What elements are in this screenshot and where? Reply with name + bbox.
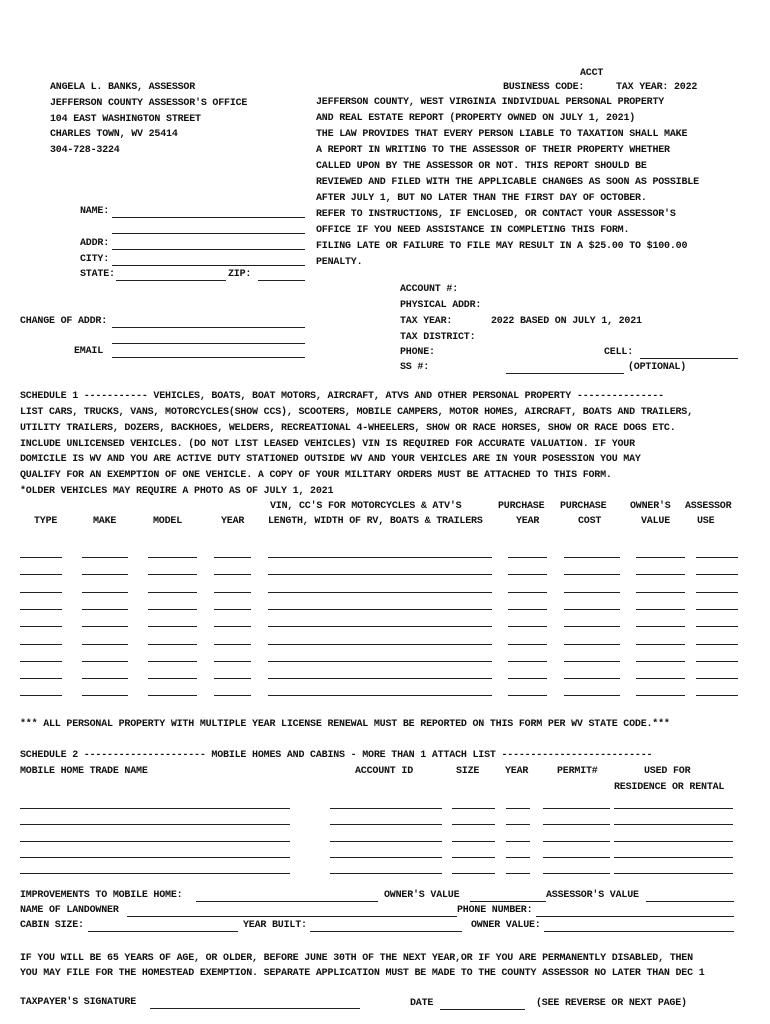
phone-number-label: PHONE NUMBER: [457, 905, 533, 916]
schedule1-cell-row1-col1[interactable] [20, 557, 62, 558]
tax-year-label: TAX YEAR: 2022 [616, 82, 698, 93]
ss-label: SS #: [400, 362, 430, 373]
schedule1-cell-row9-col5[interactable] [268, 695, 492, 696]
schedule1-cell-row8-col9[interactable] [696, 678, 738, 679]
schedule1-cell-row9-col3[interactable] [148, 695, 197, 696]
notice-line-3: THE LAW PROVIDES THAT EVERY PERSON LIABLE TO TAXATION SHALL MAKE [316, 129, 688, 140]
schedule1-cell-row4-col6[interactable] [508, 609, 547, 610]
schedule2-cell-row1-col5[interactable] [543, 808, 610, 809]
col-pyear-top: PURCHASE [498, 501, 545, 512]
schedule1-cell-row4-col7[interactable] [564, 609, 620, 610]
schedule1-cell-row3-col5[interactable] [268, 592, 492, 593]
schedule1-cell-row2-col2[interactable] [82, 574, 128, 575]
schedule1-text-line-2: UTILITY TRAILERS, DOZERS, BACKHOES, WELDERS, RECREATIONAL 4-WHEELERS, SHOW OR RACE HORSES, SHOW OR RACE DOGS ETC. [20, 422, 676, 434]
schedule1-cell-row1-col9[interactable] [696, 557, 738, 558]
schedule1-cell-row1-col5[interactable] [268, 557, 492, 558]
schedule1-cell-row5-col8[interactable] [636, 626, 685, 627]
schedule2-cell-row5-col3[interactable] [452, 873, 495, 874]
signature-label: TAXPAYER'S SIGNATURE [20, 997, 137, 1008]
city-label: CITY: [80, 254, 110, 265]
year-built-label: YEAR BUILT: [243, 920, 307, 931]
schedule1-cell-row8-col6[interactable] [508, 678, 547, 679]
assessor-line-5: 304-728-3224 [50, 145, 120, 157]
schedule1-cell-row2-col8[interactable] [636, 574, 685, 575]
schedule1-text-line-1: LIST CARS, TRUCKS, VANS, MOTORCYCLES(SHOW CCS), SCOOTERS, MOBILE CAMPERS, MOTOR HOMES, AIRCRAFT, BOATS AND TRAILERS, [20, 407, 693, 418]
schedule2-cell-row3-col3[interactable] [452, 841, 495, 842]
notice-line-1: JEFFERSON COUNTY, WEST VIRGINIA INDIVIDUAL PERSONAL PROPERTY [316, 97, 665, 108]
schedule1-cell-row6-col1[interactable] [20, 644, 62, 645]
physical-addr-label: PHYSICAL ADDR: [400, 300, 482, 311]
schedule1-cell-row3-col1[interactable] [20, 592, 62, 593]
schedule2-cell-row1-col2[interactable] [330, 808, 442, 809]
improvements-field[interactable] [196, 890, 378, 902]
schedule1-cell-row4-col8[interactable] [636, 609, 685, 610]
schedule1-cell-row1-col7[interactable] [564, 557, 620, 558]
col-vin: LENGTH, WIDTH OF RV, BOATS & TRAILERS [268, 516, 483, 527]
assessor-line-1: ANGELA L. BANKS, ASSESSOR [50, 82, 196, 93]
col-account-id: ACCOUNT ID [355, 766, 414, 777]
col-type: TYPE [34, 516, 58, 527]
schedule2-cell-row5-col6[interactable] [614, 873, 733, 874]
acct-label: ACCT [580, 68, 604, 79]
schedule1-cell-row2-col6[interactable] [508, 574, 547, 575]
schedule1-note: *** ALL PERSONAL PROPERTY WITH MULTIPLE YEAR LICENSE RENEWAL MUST BE REPORTED ON THIS FORM PER WV STATE CODE.*** [20, 719, 670, 730]
notice-line-6: REVIEWED AND FILED WITH THE APPLICABLE CHANGES AS SOON AS POSSIBLE [316, 177, 699, 188]
schedule1-cell-row6-col3[interactable] [148, 644, 197, 645]
phone-number-field[interactable] [536, 905, 734, 917]
schedule2-cell-row3-col1[interactable] [20, 841, 290, 842]
schedule2-cell-row5-col5[interactable] [543, 873, 610, 874]
cell-label: CELL: [604, 347, 634, 358]
schedule1-cell-row1-col4[interactable] [214, 557, 251, 558]
name-field[interactable] [112, 206, 305, 218]
city-field[interactable] [112, 254, 305, 266]
schedule2-cell-row2-col2[interactable] [330, 824, 442, 825]
schedule1-cell-row2-col9[interactable] [696, 574, 738, 575]
schedule1-cell-row1-col2[interactable] [82, 557, 128, 558]
assessor-line-4: CHARLES TOWN, WV 25414 [50, 129, 178, 141]
schedule1-cell-row6-col7[interactable] [564, 644, 620, 645]
assessor-line-2: JEFFERSON COUNTY ASSESSOR'S OFFICE [50, 97, 248, 109]
schedule1-cell-row4-col3[interactable] [148, 609, 197, 610]
schedule1-cell-row9-col4[interactable] [214, 695, 251, 696]
schedule2-cell-row4-col1[interactable] [20, 857, 290, 858]
schedule2-cell-row5-col2[interactable] [330, 873, 442, 874]
schedule1-cell-row6-col5[interactable] [268, 644, 492, 645]
schedule2-cell-row2-col6[interactable] [614, 824, 733, 825]
tax-year-value: 2022 BASED ON JULY 1, 2021 [491, 316, 642, 327]
schedule1-cell-row8-col7[interactable] [564, 678, 620, 679]
schedule1-cell-row1-col8[interactable] [636, 557, 685, 558]
schedule1-text-line-6: *OLDER VEHICLES MAY REQUIRE A PHOTO AS OF JULY 1, 2021 [20, 486, 334, 497]
schedule2-cell-row1-col1[interactable] [20, 808, 290, 809]
signature-field[interactable] [150, 997, 360, 1009]
schedule1-cell-row3-col4[interactable] [214, 592, 251, 593]
schedule1-cell-row4-col4[interactable] [214, 609, 251, 610]
schedule1-cell-row1-col3[interactable] [148, 557, 197, 558]
schedule1-cell-row6-col8[interactable] [636, 644, 685, 645]
state-label: STATE: [80, 269, 115, 280]
tax-year-label-2: TAX YEAR: [400, 316, 453, 327]
col-model: MODEL [153, 516, 183, 527]
zip-field[interactable] [258, 269, 305, 281]
col-used-for-2: RESIDENCE OR RENTAL [614, 782, 725, 793]
schedule2-cell-row3-col2[interactable] [330, 841, 442, 842]
account-label: ACCOUNT #: [400, 284, 459, 295]
schedule1-cell-row5-col9[interactable] [696, 626, 738, 627]
schedule2-cell-row1-col6[interactable] [614, 808, 733, 809]
schedule1-cell-row5-col4[interactable] [214, 626, 251, 627]
schedule1-cell-row2-col3[interactable] [148, 574, 197, 575]
year-built-field[interactable] [310, 920, 462, 932]
notice-line-9: OFFICE IF YOU NEED ASSISTANCE IN COMPLETING THIS FORM. [316, 225, 630, 236]
schedule1-cell-row3-col6[interactable] [508, 592, 547, 593]
schedule1-cell-row4-col2[interactable] [82, 609, 128, 610]
schedule1-cell-row7-col5[interactable] [268, 661, 492, 662]
schedule2-cell-row2-col1[interactable] [20, 824, 290, 825]
schedule1-cell-row6-col9[interactable] [696, 644, 738, 645]
col-vin-top: VIN, CC'S FOR MOTORCYCLES & ATV'S [270, 501, 462, 512]
schedule1-cell-row7-col2[interactable] [82, 661, 128, 662]
schedule1-cell-row4-col5[interactable] [268, 609, 492, 610]
schedule1-cell-row9-col8[interactable] [636, 695, 685, 696]
change-addr-field-2[interactable] [112, 332, 305, 344]
col-used-for: USED FOR [644, 766, 691, 777]
schedule1-cell-row5-col2[interactable] [82, 626, 128, 627]
schedule2-cell-row5-col4[interactable] [506, 873, 530, 874]
schedule2-cell-row4-col4[interactable] [506, 857, 530, 858]
schedule2-cell-row2-col5[interactable] [543, 824, 610, 825]
email-field[interactable] [112, 346, 305, 358]
schedule2-cell-row3-col4[interactable] [506, 841, 530, 842]
schedule1-cell-row7-col9[interactable] [696, 661, 738, 662]
schedule1-text-line-4: DOMICILE IS WV AND YOU ARE ACTIVE DUTY STATIONED OUTSIDE WV AND YOUR VEHICLES ARE IN YOUR POSESSION YOU MAY [20, 454, 641, 466]
schedule2-cell-row5-col1[interactable] [20, 873, 290, 874]
schedule1-cell-row8-col2[interactable] [82, 678, 128, 679]
cabin-size-label: CABIN SIZE: [20, 920, 84, 931]
optional-label: (OPTIONAL) [628, 362, 687, 373]
schedule1-cell-row5-col3[interactable] [148, 626, 197, 627]
schedule2-title: SCHEDULE 2 --------------------- MOBILE HOMES AND CABINS - MORE THAN 1 ATTACH LIST -------------------------- [20, 750, 653, 761]
business-code-label: BUSINESS CODE: [503, 82, 585, 93]
schedule2-cell-row4-col5[interactable] [543, 857, 610, 858]
schedule1-text-line-3: INCLUDE UNLICENSED VEHICLES. (DO NOT LIST LEASED VEHICLES) VIN IS REQUIRED FOR ACCURATE VALUATION. IF YOUR [20, 438, 635, 450]
owner-value-label: OWNER VALUE: [471, 920, 541, 931]
phone-label: PHONE: [400, 347, 435, 358]
schedule2-cell-row2-col4[interactable] [506, 824, 530, 825]
schedule1-cell-row1-col6[interactable] [508, 557, 547, 558]
schedule1-cell-row2-col4[interactable] [214, 574, 251, 575]
schedule1-cell-row7-col8[interactable] [636, 661, 685, 662]
notice-line-10: FILING LATE OR FAILURE TO FILE MAY RESULT IN A $25.00 TO $100.00 [316, 241, 688, 252]
tax-district-label: TAX DISTRICT: [400, 332, 476, 343]
schedule1-cell-row9-col9[interactable] [696, 695, 738, 696]
col-trade-name: MOBILE HOME TRADE NAME [20, 766, 148, 777]
col-year2: YEAR [505, 766, 529, 777]
schedule1-cell-row9-col1[interactable] [20, 695, 62, 696]
schedule2-cell-row1-col3[interactable] [452, 808, 495, 809]
notice-line-7: AFTER JULY 1, BUT NO LATER THAN THE FIRST DAY OF OCTOBER. [316, 193, 647, 204]
name-label: NAME: [80, 206, 110, 217]
schedule1-cell-row5-col1[interactable] [20, 626, 62, 627]
state-field[interactable] [116, 269, 226, 281]
schedule1-cell-row8-col1[interactable] [20, 678, 62, 679]
col-year: YEAR [221, 516, 245, 527]
schedule1-cell-row4-col9[interactable] [696, 609, 738, 610]
schedule1-cell-row6-col6[interactable] [508, 644, 547, 645]
notice-line-11: PENALTY. [316, 257, 363, 268]
col-value: VALUE [641, 516, 671, 527]
col-pcost-top: PURCHASE [560, 501, 607, 512]
assessors-value-label: ASSESSOR'S VALUE [546, 890, 639, 901]
schedule1-cell-row7-col1[interactable] [20, 661, 62, 662]
assessors-value-field[interactable] [646, 890, 734, 902]
notice-line-2: AND REAL ESTATE REPORT (PROPERTY OWNED ON JULY 1, 2021) [316, 113, 636, 124]
addr-field[interactable] [112, 238, 305, 250]
homestead-line-1: IF YOU WILL BE 65 YEARS OF AGE, OR OLDER, BEFORE JUNE 30TH OF THE NEXT YEAR,OR IF YOU ARE PERMANENTLY DISABLED, THEN [20, 953, 693, 964]
assessor-line-3: 104 EAST WASHINGTON STREET [50, 113, 201, 125]
schedule2-cell-row4-col6[interactable] [614, 857, 733, 858]
schedule1-cell-row8-col5[interactable] [268, 678, 492, 679]
zip-label: ZIP: [228, 269, 252, 280]
schedule1-cell-row6-col4[interactable] [214, 644, 251, 645]
schedule2-cell-row3-col6[interactable] [614, 841, 733, 842]
change-addr-label: CHANGE OF ADDR: [20, 316, 108, 327]
name-field-2[interactable] [112, 222, 305, 234]
col-pcost: COST [578, 516, 602, 527]
schedule1-title: SCHEDULE 1 ----------- VEHICLES, BOATS, BOAT MOTORS, AIRCRAFT, ATVS AND OTHER PERSONAL PROPERTY --------------- [20, 391, 664, 402]
schedule1-cell-row5-col5[interactable] [268, 626, 492, 627]
col-pyear: YEAR [516, 516, 540, 527]
col-make: MAKE [93, 516, 117, 527]
schedule1-text-line-5: QUALIFY FOR AN EXEMPTION OF ONE VEHICLE. A COPY OF YOUR MILITARY ORDERS MUST BE ATTACHED TO THIS FORM. [20, 470, 612, 482]
notice-line-5: CALLED UPON BY THE ASSESSOR OR NOT. THIS REPORT SHOULD BE [316, 161, 647, 172]
see-reverse-note: (SEE REVERSE OR NEXT PAGE) [536, 998, 687, 1009]
schedule1-cell-row3-col9[interactable] [696, 592, 738, 593]
schedule1-cell-row3-col3[interactable] [148, 592, 197, 593]
schedule2-cell-row3-col5[interactable] [543, 841, 610, 842]
col-use-top: ASSESSOR [685, 501, 732, 512]
schedule1-cell-row3-col2[interactable] [82, 592, 128, 593]
schedule1-cell-row7-col4[interactable] [214, 661, 251, 662]
date-field[interactable] [440, 998, 525, 1010]
col-permit: PERMIT# [557, 766, 598, 777]
schedule1-cell-row4-col1[interactable] [20, 609, 62, 610]
ss-field[interactable] [506, 362, 624, 374]
improvements-label: IMPROVEMENTS TO MOBILE HOME: [20, 890, 183, 901]
schedule1-cell-row8-col4[interactable] [214, 678, 251, 679]
schedule1-cell-row6-col2[interactable] [82, 644, 128, 645]
schedule2-cell-row1-col4[interactable] [506, 808, 530, 809]
landowner-field[interactable] [127, 905, 457, 917]
schedule2-cell-row2-col3[interactable] [452, 824, 495, 825]
schedule1-cell-row8-col3[interactable] [148, 678, 197, 679]
schedule1-cell-row3-col8[interactable] [636, 592, 685, 593]
schedule1-cell-row5-col6[interactable] [508, 626, 547, 627]
schedule1-cell-row7-col7[interactable] [564, 661, 620, 662]
col-size: SIZE [456, 766, 480, 777]
schedule1-cell-row3-col7[interactable] [564, 592, 620, 593]
schedule1-cell-row2-col5[interactable] [268, 574, 492, 575]
owners-value-field[interactable] [470, 890, 546, 902]
homestead-line-2: YOU MAY FILE FOR THE HOMESTEAD EXEMPTION. SEPARATE APPLICATION MUST BE MADE TO THE COUNTY ASSESSOR NO LATER THAN DEC 1 [20, 968, 705, 979]
date-label: DATE [410, 998, 434, 1009]
change-addr-field[interactable] [112, 316, 305, 328]
schedule1-cell-row9-col7[interactable] [564, 695, 620, 696]
schedule2-cell-row4-col2[interactable] [330, 857, 442, 858]
notice-line-8: REFER TO INSTRUCTIONS, IF ENCLOSED, OR CONTACT YOUR ASSESSOR'S [316, 209, 676, 220]
col-value-top: OWNER'S [630, 501, 671, 512]
addr-label: ADDR: [80, 238, 110, 249]
schedule1-cell-row8-col8[interactable] [636, 678, 685, 679]
schedule1-cell-row2-col7[interactable] [564, 574, 620, 575]
schedule1-cell-row7-col3[interactable] [148, 661, 197, 662]
schedule1-cell-row2-col1[interactable] [20, 574, 62, 575]
schedule1-cell-row5-col7[interactable] [564, 626, 620, 627]
notice-line-4: A REPORT IN WRITING TO THE ASSESSOR OF THEIR PROPERTY WHETHER [316, 145, 670, 156]
schedule1-cell-row9-col2[interactable] [82, 695, 128, 696]
email-label: EMAIL [74, 346, 104, 357]
owner-value-field[interactable] [544, 920, 734, 932]
schedule1-cell-row9-col6[interactable] [508, 695, 547, 696]
landowner-label: NAME OF LANDOWNER [20, 905, 119, 916]
schedule2-cell-row4-col3[interactable] [452, 857, 495, 858]
col-use: USE [697, 516, 715, 527]
cabin-size-field[interactable] [88, 920, 238, 932]
schedule1-cell-row7-col6[interactable] [508, 661, 547, 662]
cell-field[interactable] [640, 347, 738, 359]
owners-value-label: OWNER'S VALUE [384, 890, 460, 901]
